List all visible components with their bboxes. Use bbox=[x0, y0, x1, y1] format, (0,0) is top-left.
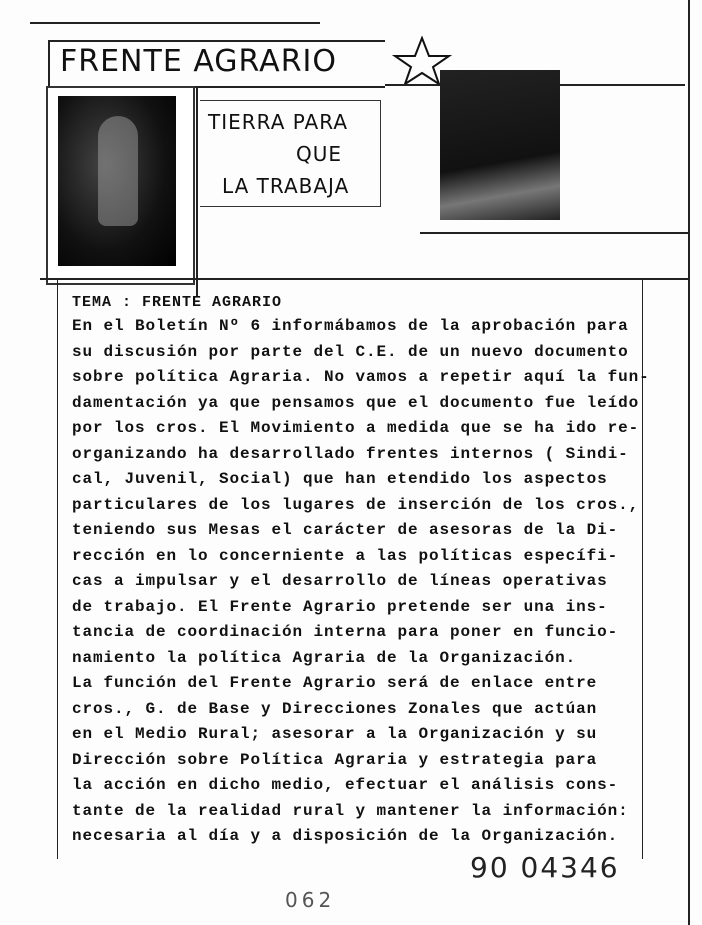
header-top-rule bbox=[30, 22, 320, 24]
body-line: damentación ya que pensamos que el documento fue leído bbox=[72, 393, 640, 412]
photo-left bbox=[46, 86, 195, 285]
body-line: cal, Juvenil, Social) que han etendido los aspectos bbox=[72, 470, 608, 488]
body-line: particulares de los lugares de inserción de los cros., bbox=[72, 495, 640, 514]
body-line: La función del Frente Agrario será de enlace entre bbox=[72, 674, 598, 692]
archive-stamp-number: 90 04346 bbox=[470, 851, 620, 884]
body-line: En el Boletín Nº 6 informábamos de la aprobación para bbox=[72, 317, 629, 335]
header-right-rule bbox=[420, 232, 688, 234]
left-post bbox=[196, 86, 198, 296]
body-line: cros., G. de Base y Direcciones Zonales que actúan bbox=[72, 699, 598, 718]
body-line: de trabajo. El Frente Agrario pretende ser una ins- bbox=[72, 597, 608, 616]
slogan-line-2: QUE bbox=[296, 142, 343, 166]
slogan-line-1: TIERRA PARA bbox=[208, 110, 349, 134]
body-line: su discusión por parte del C.E. de un nuevo documento bbox=[72, 342, 629, 361]
body-line: organizando ha desarrollado frentes internos ( Sindi- bbox=[72, 444, 629, 463]
banner-title: FRENTE AGRARIO bbox=[60, 44, 338, 79]
document-heading: TEMA : FRENTE AGRARIO bbox=[72, 294, 283, 311]
body-line: por los cros. El Movimiento a medida que se ha ido re- bbox=[72, 419, 640, 437]
body-line: en el Medio Rural; asesorar a la Organización y su bbox=[72, 725, 598, 743]
body-line: cas a impulsar y el desarrollo de líneas operativas bbox=[72, 572, 608, 590]
document-body bbox=[72, 314, 650, 850]
photo-right bbox=[440, 70, 560, 220]
page-right-rule bbox=[688, 0, 690, 925]
body-line: la acción en dicho medio, efectuar el análisis cons- bbox=[72, 776, 619, 794]
body-line: namiento la política Agraria de la Organización. bbox=[72, 648, 577, 667]
slogan-line-3: LA TRABAJA bbox=[222, 174, 350, 198]
body-line: rección en lo concerniente a las políticas específi- bbox=[72, 546, 619, 565]
body-line: sobre política Agraria. No vamos a repetir aquí la fun- bbox=[72, 368, 650, 386]
body-line: Dirección sobre Política Agraria y estrategia para bbox=[72, 750, 598, 769]
body-line: tancia de coordinación interna para poner en funcio- bbox=[72, 623, 619, 641]
body-line: tante de la realidad rural y mantener la información: bbox=[72, 801, 629, 820]
body-line: necesaria al día y a disposición de la Organización. bbox=[72, 827, 619, 845]
page-number: 062 bbox=[285, 888, 336, 912]
body-line: teniendo sus Mesas el carácter de asesoras de la Di- bbox=[72, 521, 619, 539]
